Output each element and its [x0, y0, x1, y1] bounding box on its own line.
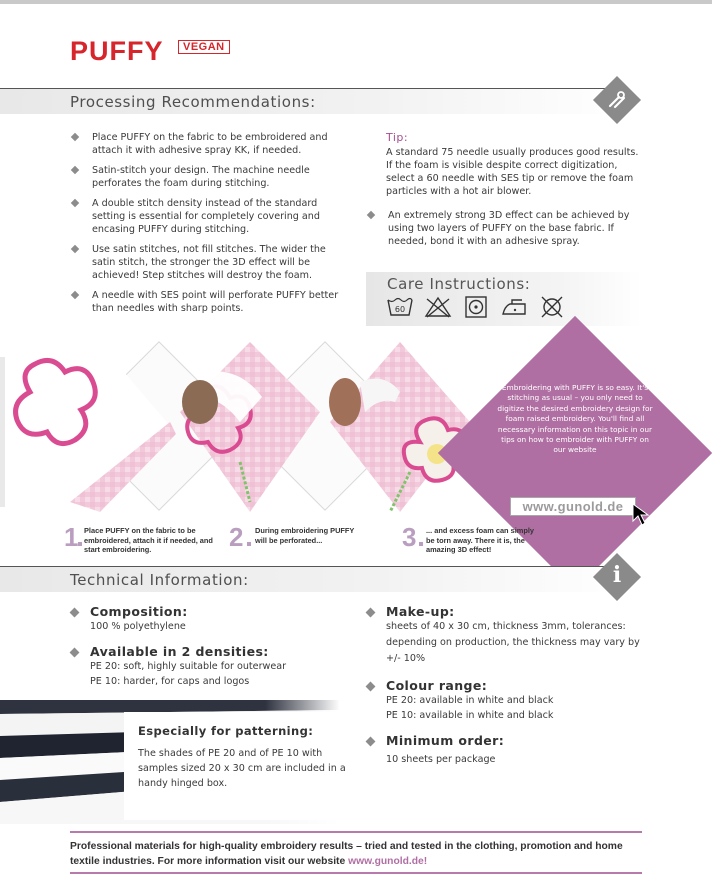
densities-pe20: PE 20: soft, highly suitable for outerwear [90, 661, 287, 672]
minimum-text: 10 sheets per package [386, 754, 496, 765]
processing-list [70, 131, 340, 322]
care-title: Care Instructions: [387, 275, 531, 293]
footer-bottom-rule [70, 872, 642, 874]
minimum-block [366, 733, 642, 767]
colour-block [366, 678, 642, 723]
step-dot [78, 542, 82, 546]
tip-title: Tip: [386, 131, 409, 144]
step-text: During embroidering PUFFY will be perforated... [255, 526, 355, 545]
densities-pe10: PE 10: harder, for caps and logos [90, 676, 250, 687]
composition-block [70, 604, 360, 634]
colour-pe10: PE 10: available in white and black [386, 710, 554, 721]
densities-title: Available in 2 densities: [70, 644, 360, 659]
step-dot [247, 542, 251, 546]
makeup-block [366, 604, 642, 667]
step-photos [0, 342, 470, 532]
composition-title: Composition: [70, 604, 360, 619]
composition-text: 100 % polyethylene [90, 621, 186, 632]
footer-text [70, 839, 650, 869]
step-number: 2 [229, 522, 244, 552]
list-item: Use satin stitches, not fill stitches. The wider the satin stitch, the stronger the 3D effect will be achieved! Step stitches will destroy the foam. [70, 243, 340, 282]
info-glyph-icon: i [612, 562, 622, 588]
list-item: Satin-stitch your design. The machine needle perforates the foam during stitching. [70, 164, 340, 190]
brand-logo: PUFFY [70, 36, 164, 66]
footer-copy: Professional materials for high-quality embroidery results – tried and tested in the clothing, promotion and home textile industries. For more information visit our website [70, 841, 623, 867]
no-dry-clean-icon [538, 296, 566, 318]
care-instructions [366, 272, 642, 326]
iron-low-icon [500, 296, 528, 318]
footer-website-link[interactable]: www.gunold.de! [348, 856, 428, 867]
step-number: 1 [64, 522, 79, 552]
list-item: Place PUFFY on the fabric to be embroidered and attach it with adhesive spray KK, if needed. [70, 131, 340, 157]
footer-top-rule [70, 831, 642, 833]
wash-60-icon [386, 296, 414, 318]
processing-title: Processing Recommendations: [70, 93, 316, 111]
step-text: Place PUFFY on the fabric to be embroidered, attach it if needed, and start embroidering. [84, 526, 213, 555]
list-item: A needle with SES point will perforate PUFFY better than needles with sharp points. [70, 289, 340, 315]
top-rule [0, 0, 712, 4]
no-bleach-icon [424, 296, 452, 318]
step-number: 3 [402, 522, 417, 552]
list-item: An extremely strong 3D effect can be achieved by using two layers of PUFFY on the base fabric. If needed, bond it with an adhesive spray. [366, 209, 642, 248]
makeup-text: sheets of 40 x 30 cm, thickness 3mm, tolerances: depending on production, the thickness may vary by +/- 10% [386, 621, 640, 664]
densities-block [70, 644, 360, 689]
mouse-cursor-icon [632, 503, 652, 527]
processing-header [0, 88, 628, 114]
colour-pe20: PE 20: available in white and black [386, 695, 554, 706]
colour-title: Colour range: [366, 678, 642, 693]
list-item: A double stitch density instead of the standard setting is essential for completely covering and encasing PUFFY during stitching. [70, 197, 340, 236]
tip-text: A standard 75 needle usually produces good results. If the foam is visible despite correct digitization, select a 60 needle with SES tip or remove the foam particles with a hot air blower. [386, 147, 639, 197]
patterning-card [138, 724, 348, 791]
minimum-title: Minimum order: [366, 733, 642, 748]
vegan-badge: VEGAN [178, 40, 230, 54]
technical-title: Technical Information: [70, 571, 249, 589]
patterning-text: The shades of PE 20 and of PE 10 with samples sized 20 x 30 cm are included in a handy hinged box. [138, 748, 346, 789]
step-dot [419, 542, 423, 546]
tip-list [366, 209, 642, 255]
website-link[interactable]: www.gunold.de [510, 497, 636, 516]
makeup-title: Make-up: [366, 604, 642, 619]
care-icons [386, 296, 566, 318]
step-text: ... and excess foam can simply be torn away. There it is, the amazing 3D effect! [426, 526, 535, 555]
no-tumble-dry-icon [462, 296, 490, 318]
promo-text: Embroidering with PUFFY is so easy. It's stitching as usual – you only need to digitize the desired embroidery design for foam raised embroidery. You'll find all necessary information on this topic in our tips on how to embroider with PUFFY on our website [497, 383, 653, 455]
tools-glyph-icon [604, 87, 630, 113]
technical-header [0, 566, 628, 592]
patterning-title: Especially for patterning: [138, 724, 314, 738]
wash-temp-label: 60 [394, 305, 406, 314]
